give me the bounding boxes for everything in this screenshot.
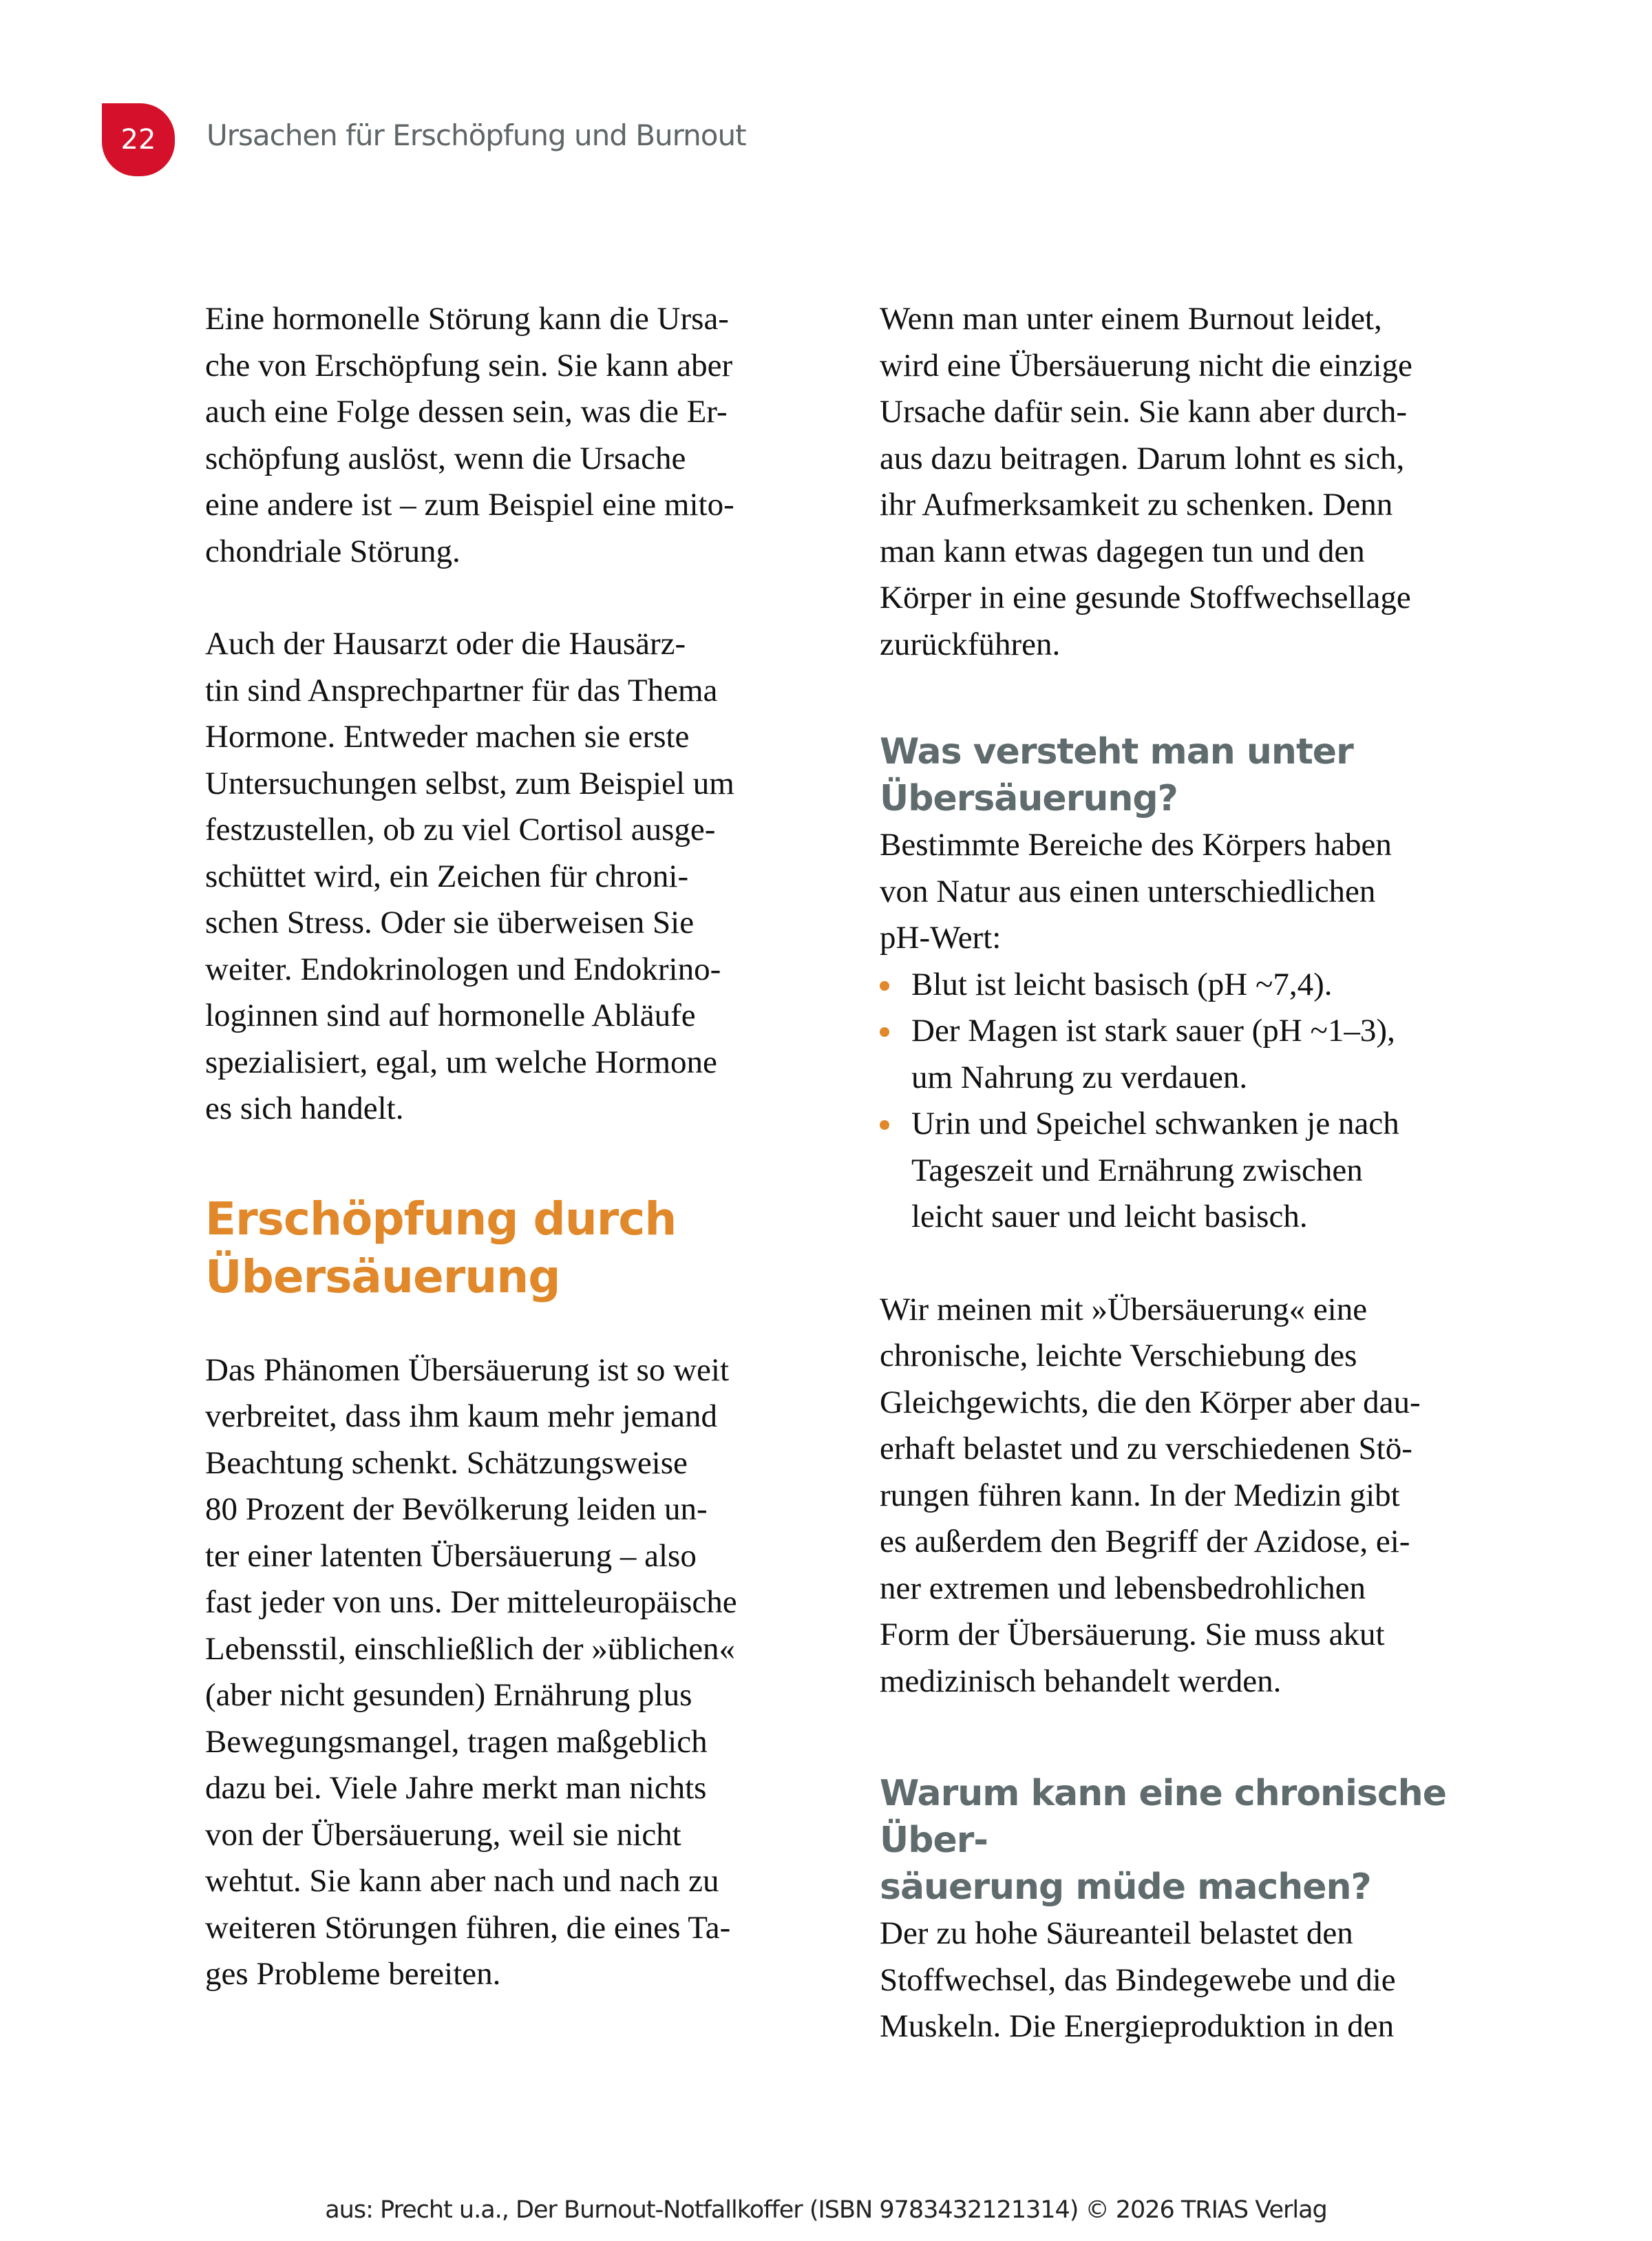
text-line: ter einer latenten Übersäuerung – also xyxy=(205,1537,697,1574)
bullet-item xyxy=(880,1008,1499,1101)
bullet-text-line: Der Magen ist stark sauer (pH ~1–3), xyxy=(911,1013,1395,1049)
paragraph-acidosis-phenomenon xyxy=(205,1347,825,1998)
paragraph-hormone-disorder xyxy=(205,296,825,575)
bullet-text-line: um Nahrung zu verdauen. xyxy=(911,1059,1248,1095)
text-line: tin sind Ansprechpartner für das Thema xyxy=(205,672,718,708)
text-line: es sich handelt. xyxy=(205,1091,404,1126)
text-line: Gleichgewichts, die den Körper aber dau- xyxy=(880,1384,1421,1420)
text-line: Wenn man unter einem Burnout leidet, xyxy=(880,301,1382,337)
heading-line: säuerung müde machen? xyxy=(880,1866,1371,1908)
text-line: auch eine Folge dessen sein, was die Er- xyxy=(205,394,728,430)
paragraph-general-practitioner xyxy=(205,621,825,1133)
text-line: schüttet wird, ein Zeichen für chroni- xyxy=(205,858,689,894)
text-line: Das Phänomen Übersäuerung ist so weit xyxy=(205,1351,729,1388)
text-line: Wir meinen mit »Übersäuerung« eine xyxy=(880,1291,1368,1327)
text-line: che von Erschöpfung sein. Sie kann aber xyxy=(205,347,733,383)
paragraph-definition xyxy=(880,1287,1499,1705)
bullet-dot-icon xyxy=(880,1120,889,1130)
text-line: weiter. Endokrinologen und Endokrino- xyxy=(205,951,721,987)
paragraph-ph-values-intro xyxy=(880,822,1499,962)
heading-line: Warum kann eine chronische Über- xyxy=(880,1773,1446,1861)
right-column xyxy=(880,296,1499,2096)
text-line: spezialisiert, egal, um welche Hormone xyxy=(205,1044,717,1080)
heading-line: Übersäuerung? xyxy=(880,778,1178,819)
text-line: wehtut. Sie kann aber nach und nach zu xyxy=(205,1863,719,1899)
subheading-what-is-acidosis xyxy=(880,728,1499,822)
heading-line: Übersäuerung xyxy=(205,1250,560,1303)
text-line: Eine hormonelle Störung kann die Ursa- xyxy=(205,301,729,337)
text-line: Ursache dafür sein. Sie kann aber durch- xyxy=(880,394,1408,430)
text-line: schen Stress. Oder sie überweisen Sie xyxy=(205,905,695,940)
text-line: schöpfung auslöst, wenn die Ursache xyxy=(205,440,686,476)
page-number: 22 xyxy=(120,124,156,156)
bullet-item xyxy=(880,1101,1499,1241)
text-line: rungen führen kann. In der Medizin gibt xyxy=(880,1477,1400,1513)
text-line: Muskeln. Die Energieproduktion in den xyxy=(880,2008,1395,2044)
text-line: medizinisch behandelt werden. xyxy=(880,1663,1282,1699)
source-footer: aus: Precht u.a., Der Burnout-Notfallkoffer (ISBN 9783432121314) © 2026 TRIAS Verlag xyxy=(325,2196,1327,2224)
left-column xyxy=(205,296,825,2044)
text-line: von der Übersäuerung, weil sie nicht xyxy=(205,1816,681,1853)
text-line: fast jeder von uns. Der mitteleuropäische xyxy=(205,1584,737,1620)
text-line: aus dazu beitragen. Darum lohnt es sich, xyxy=(880,440,1405,476)
running-title: Ursachen für Erschöpfung und Burnout xyxy=(206,118,746,152)
text-line: Lebensstil, einschließlich der »üblichen« xyxy=(205,1630,736,1667)
text-line: Bestimmte Bereiche des Körpers haben xyxy=(880,827,1392,863)
bullet-text-line: Blut ist leicht basisch (pH ~7,4). xyxy=(911,966,1333,1002)
text-line: chondriale Störung. xyxy=(205,533,460,569)
text-line: ner extremen und lebensbedrohlichen xyxy=(880,1570,1366,1606)
text-line: ges Probleme bereiten. xyxy=(205,1956,501,1992)
bullet-dot-icon xyxy=(880,981,889,991)
text-line: wird eine Übersäuerung nicht die einzige xyxy=(880,347,1412,383)
bullet-text-line: leicht sauer und leicht basisch. xyxy=(911,1199,1308,1234)
text-line: 80 Prozent der Bevölkerung leiden un- xyxy=(205,1491,708,1527)
text-line: ihr Aufmerksamkeit zu schenken. Denn xyxy=(880,487,1393,523)
text-line: Stoffwechsel, das Bindegewebe und die xyxy=(880,1961,1396,1998)
subheading-why-tired xyxy=(880,1770,1499,1911)
text-line: verbreitet, dass ihm kaum mehr jemand xyxy=(205,1398,717,1434)
bullet-text-line: Urin und Speichel schwanken je nach xyxy=(911,1106,1399,1141)
text-line: Form der Übersäuerung. Sie muss akut xyxy=(880,1617,1385,1652)
text-line: Hormone. Entweder machen sie erste xyxy=(205,719,690,755)
text-line: Der zu hohe Säureanteil belastet den xyxy=(880,1915,1353,1951)
paragraph-burnout-acidosis xyxy=(880,296,1499,668)
text-line: pH-Wert: xyxy=(880,920,1002,956)
text-line: zurückführen. xyxy=(880,626,1061,662)
text-line: es außerdem den Begriff der Azidose, ei- xyxy=(880,1524,1410,1559)
text-line: loginnen sind auf hormonelle Abläufe xyxy=(205,998,696,1033)
text-line: erhaft belastet und zu verschiedenen Stö- xyxy=(880,1431,1412,1466)
bullet-text-line: Tageszeit und Ernährung zwischen xyxy=(911,1152,1363,1188)
bullet-dot-icon xyxy=(880,1027,889,1037)
text-line: Untersuchungen selbst, zum Beispiel um xyxy=(205,765,734,801)
heading-line: Erschöpfung durch xyxy=(205,1192,677,1245)
text-line: von Natur aus einen unterschiedlichen xyxy=(880,873,1376,909)
section-heading-acidosis xyxy=(205,1190,825,1306)
text-line: Körper in eine gesunde Stoffwechsellage xyxy=(880,580,1411,616)
paragraph-acid-burden xyxy=(880,1911,1499,2050)
ph-bullet-list xyxy=(880,962,1499,1241)
text-line: man kann etwas dagegen tun und den xyxy=(880,533,1365,569)
text-line: festzustellen, ob zu viel Cortisol ausge- xyxy=(205,812,716,848)
text-line: (aber nicht gesunden) Ernährung plus xyxy=(205,1677,692,1713)
page-number-badge xyxy=(102,103,175,176)
text-line: dazu bei. Viele Jahre merkt man nichts xyxy=(205,1770,707,1806)
text-line: weiteren Störungen führen, die eines Ta- xyxy=(205,1909,731,1946)
text-line: Bewegungsmangel, tragen maßgeblich xyxy=(205,1723,708,1760)
text-line: Auch der Hausarzt oder die Hausärz- xyxy=(205,626,686,662)
text-line: Beachtung schenkt. Schätzungsweise xyxy=(205,1444,688,1481)
bullet-item xyxy=(880,962,1499,1009)
text-line: eine andere ist – zum Beispiel eine mito- xyxy=(205,487,734,523)
heading-line: Was versteht man unter xyxy=(880,731,1353,772)
text-line: chronische, leichte Verschiebung des xyxy=(880,1338,1357,1374)
